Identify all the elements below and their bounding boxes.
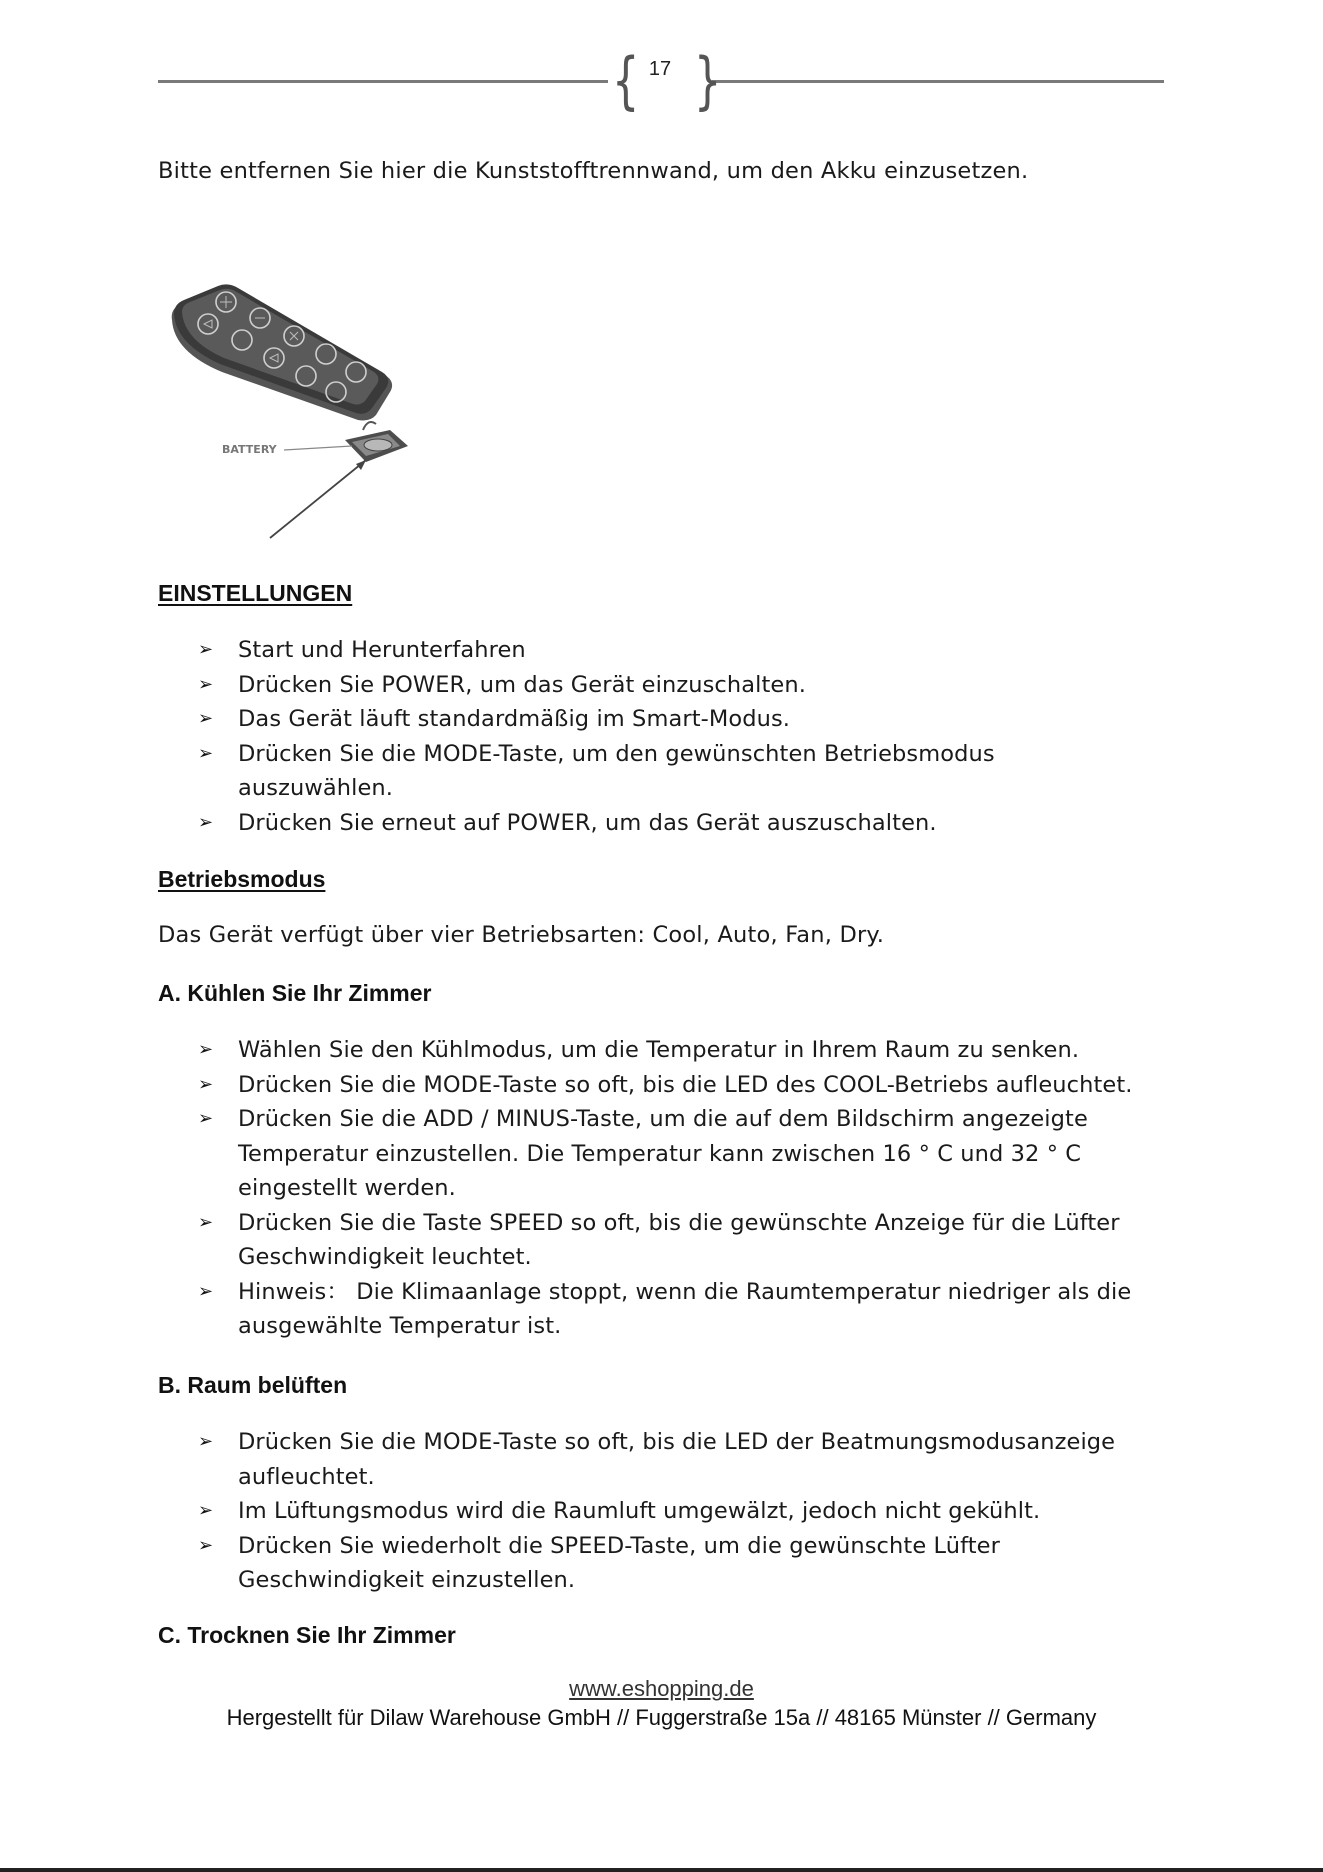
remote-control-battery-illustration bbox=[160, 280, 450, 545]
list-item: ➢ Im Lüftungsmodus wird die Raumluft umgewälzt, jedoch nicht gekühlt. bbox=[198, 1494, 1198, 1529]
settings-heading: EINSTELLUNGEN bbox=[158, 580, 353, 606]
arrow-bullet-icon: ➢ bbox=[198, 1280, 214, 1302]
list-item: ➢ Drücken Sie die MODE-Taste so oft, bis die LED der Beatmungsmodusanzeige aufleuchtet. bbox=[198, 1425, 1198, 1494]
list-item: ➢ Drücken Sie erneut auf POWER, um das Gerät auszuschalten. bbox=[198, 806, 1198, 841]
arrow-bullet-icon: ➢ bbox=[198, 1211, 214, 1233]
header-rule-left bbox=[158, 80, 608, 83]
arrow-bullet-icon: ➢ bbox=[198, 1431, 214, 1452]
arrow-bullet-icon: ➢ bbox=[198, 1500, 214, 1521]
list-item: ➢ Das Gerät läuft standardmäßig im Smart-Modus. bbox=[198, 702, 1198, 737]
battery-instruction: Bitte entfernen Sie hier die Kunststofftrennwand, um den Akku einzusetzen. bbox=[158, 158, 1029, 184]
list-item: ➢ Drücken Sie die Taste SPEED so oft, bis die gewünschte Anzeige für die Lüfter Geschwindigkeit leuchtet. bbox=[198, 1206, 1178, 1275]
website-link[interactable]: www.eshopping.de bbox=[569, 1676, 754, 1701]
arrow-bullet-icon: ➢ bbox=[198, 742, 214, 764]
list-item: ➢ Start und Herunterfahren bbox=[198, 633, 1198, 668]
cool-list bbox=[198, 1033, 1238, 1344]
fan-heading: B. Raum belüften bbox=[158, 1372, 348, 1398]
modes-description: Das Gerät verfügt über vier Betriebsarten: Cool, Auto, Fan, Dry. bbox=[158, 922, 885, 948]
header-rule-right bbox=[712, 80, 1164, 83]
manufacturer-address: Hergestellt für Dilaw Warehouse GmbH // Fuggerstraße 15a // 48165 Münster // Germany bbox=[226, 1705, 1097, 1730]
modes-heading: Betriebsmodus bbox=[158, 866, 326, 892]
page-number-bracket-right: } bbox=[693, 44, 722, 117]
dry-heading: C. Trocknen Sie Ihr Zimmer bbox=[158, 1622, 456, 1648]
arrow-bullet-icon: ➢ bbox=[198, 673, 214, 695]
battery-label: BATTERY bbox=[222, 443, 277, 456]
list-item: ➢ Drücken Sie die MODE-Taste, um den gewünschten Betriebsmodus auszuwählen. bbox=[198, 737, 1038, 806]
page-number: 17 bbox=[648, 58, 672, 80]
list-item: ➢ Wählen Sie den Kühlmodus, um die Temperatur in Ihrem Raum zu senken. bbox=[198, 1033, 1198, 1068]
list-item: ➢ Drücken Sie POWER, um das Gerät einzuschalten. bbox=[198, 668, 1198, 703]
arrow-bullet-icon: ➢ bbox=[198, 1073, 214, 1095]
list-item: ➢ Drücken Sie die ADD / MINUS-Taste, um die auf dem Bildschirm angezeigte Temperatur einzustellen. Die Temperatur kann zwischen 16 ° C und 32 ° C eingestellt werden. bbox=[198, 1102, 1158, 1206]
arrow-bullet-icon: ➢ bbox=[198, 1108, 214, 1129]
arrow-bullet-icon: ➢ bbox=[198, 1039, 214, 1060]
page-number-bracket-left: { bbox=[611, 44, 640, 117]
list-item: ➢ Drücken Sie die MODE-Taste so oft, bis die LED des COOL-Betriebs aufleuchtet. bbox=[198, 1068, 1238, 1103]
list-item: ➢ Hinweis： Die Klimaanlage stoppt, wenn die Raumtemperatur niedriger als die ausgewählte Temperatur ist. bbox=[198, 1275, 1158, 1344]
list-item: ➢ Drücken Sie wiederholt die SPEED-Taste, um die gewünschte Lüfter Geschwindigkeit einzustellen. bbox=[198, 1529, 1098, 1598]
arrow-bullet-icon: ➢ bbox=[198, 708, 214, 729]
cool-heading: A. Kühlen Sie Ihr Zimmer bbox=[158, 980, 432, 1006]
page-bottom-edge bbox=[0, 1868, 1323, 1872]
arrow-bullet-icon: ➢ bbox=[198, 639, 214, 660]
arrow-bullet-icon: ➢ bbox=[198, 811, 214, 833]
settings-list bbox=[198, 633, 1198, 840]
fan-list bbox=[198, 1425, 1198, 1598]
arrow-bullet-icon: ➢ bbox=[198, 1534, 214, 1556]
